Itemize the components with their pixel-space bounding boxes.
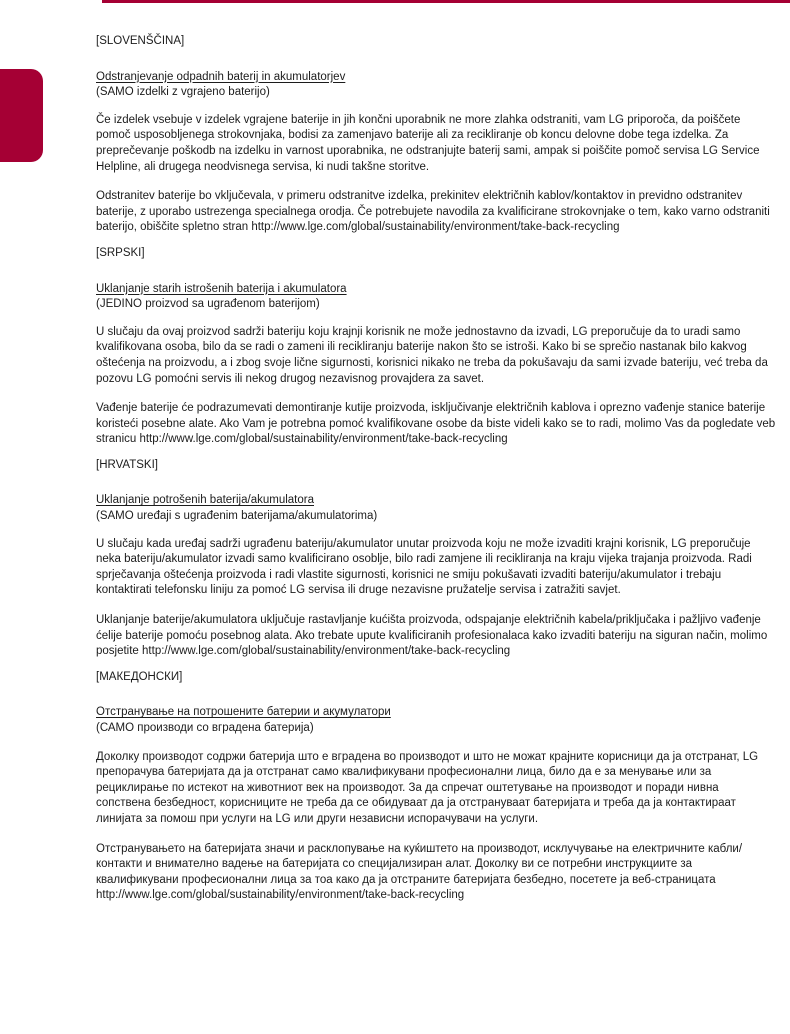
section-subheading: (SAMO uređaji s ugrađenim baterijama/akumulatorima) [96,510,378,523]
document-body [96,34,776,914]
language-label: [SLOVENŠČINA] [96,35,185,47]
header-rule [102,0,790,3]
paragraph: Vađenje baterije će podrazumevati demontiranje kutije proizvoda, isključivanje električnih kablova i oprezno vađenje stanice baterije koristeći posebne alate. Ako Vam je potrebna pomoć kvalifikovane osobe da biste videli kako se to radi, molimo Vas da pogledate veb stranicu http://www.lge.com/global/sustainability/environment/take-back-recycling [96,402,776,446]
paragraph: Доколку производот содржи батерија што е вградена во производот и што не можат крајните корисници да ја отстранат, LG препорачува батеријата да ја отстранат само квалификувани професионални лица, било да е за менување или за рециклирање по истекот на животниот век на производот. За да спречат оштетување на производот и поради нивна сопствена безбедност, корисниците не треба да се обидуваат да ја отстрануваат батеријата и треба да ја контактираат линијата за помош при услуги на LG или други независни испорачувачи на услуги. [96,750,759,825]
paragraph: Če izdelek vsebuje v izdelek vgrajene baterije in jih končni uporabnik ne more zlahka odstraniti, vam LG priporoča, da poiščete pomoč usposobljenega strokovnjaka, bodisi za zamenjavo baterije ali za recikliranje ob koncu delovne dobe tega izdelka. Za preprečevanje poškodb na izdelku in varnost uporabnika, ne odstranjujte baterij sami, ampak si poiščite pomoč servisa LG Service Helpline, ali drugega neodvisnega servisa, ki nudi takšne storitve. [96,113,760,173]
section-heading: Odstranjevanje odpadnih baterij in akumulatorjev [96,70,346,83]
section-subheading: (SAMO izdelki z vgrajeno baterijo) [96,86,270,99]
paragraph: U slučaju da ovaj proizvod sadrži bateriju koju krajnji korisnik ne može jednostavno da izvadi, LG preporučuje da to uradi samo kvalifikovana osoba, bilo da se radi o zameni ili recikliranju baterije nakon što se istroši. Kako bi se sprečio nastanak bilo kakvog oštećenja na proizvodu, a i zbog svoje lične sigurnosti, korisnici nikako ne treba da pokušavaju da sami izvade bateriju, već treba da pozovu LG pomoćni servis ili nekog drugog nezavisnog provajdera za savet. [96,325,768,385]
language-label: [SRPSKI] [96,246,145,259]
language-label: [HRVATSKI] [96,458,158,471]
paragraph: U slučaju kada uređaj sadrži ugrađenu bateriju/akumulator unutar proizvoda koju ne može izvaditi krajni korisnik, LG preporučuje neka bateriju/akumulator izvadi samo kvalificirano osoblje, bilo radi zamjene ili recikliranja na kraju vijeka trajanja proizvoda. Radi sprječavanja oštećenja proizvoda i radi vlastite sigurnosti, korisnici ne smiju pokušavati izvaditi bateriju/akumulator i trebaju kontaktirati telefonsku liniju za pomoć LG servisa ili druge nezavisne pružatelje servisa i zatražiti savjet. [96,537,752,597]
section-slovenscina [96,34,776,236]
chapter-tab [0,69,43,162]
section-makedonski [96,670,776,904]
section-srpski [96,246,776,448]
section-heading: Uklanjanje starih istrošenih baterija i akumulatora [96,282,347,295]
language-label: [МАКЕДОНСКИ] [96,670,183,683]
paragraph: Odstranitev baterije bo vključevala, v primeru odstranitve izdelka, prekinitev električnih kablov/kontaktov in previdno odstranitev baterije, z uporabo ustrezenga specialnega orodja. Če potrebujete navodila za kvalificirane strokovnjake o tem, kako varno odstraniti baterijo, obiščite spletno stran http://www.lge.com/global/sustainability/environment/take-back-recycling [96,190,770,234]
section-hrvatski [96,458,776,660]
paragraph: Отстранувањето на батеријата значи и расклопување на куќиштето на производот, исклучување на електричните кабли/контакти и внимателно вадење на батеријата со специјализиран алат. Доколку ви се потребни инструкциите за квалификувани професионални лица за тоа како да ја отстраните батеријата безбедно, посетете ја веб-страницата http://www.lge.com/global/sustainability/environment/take-back-recycling [96,842,743,902]
section-heading: Отстранување на потрошените батерии и акумулатори [96,706,391,719]
section-subheading: (САМО производи со вградена батерија) [96,722,314,734]
section-heading: Uklanjanje potrošenih baterija/akumulatora [96,494,314,507]
paragraph: Uklanjanje baterije/akumulatora uključuje rastavljanje kućišta proizvoda, odspajanje električnih kabela/priključaka i pažljivo vađenje ćelije baterije pomoću posebnog alata. Ako trebate upute kvalificiranih profesionalaca kako izvaditi bateriju na siguran način, molimo posjetite http://www.lge.com/global/sustainability/environment/take-back-recycling [96,614,768,658]
section-subheading: (JEDINO proizvod sa ugrađenom baterijom) [96,298,320,311]
